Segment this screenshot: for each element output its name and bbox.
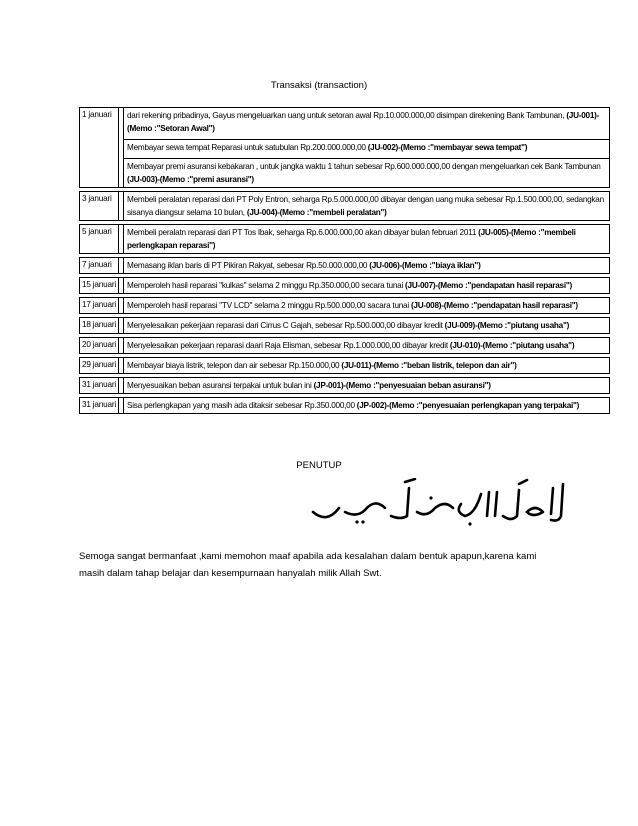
transaction-description [124,358,609,373]
transaction-description [124,278,609,293]
description-text: Sisa perlengkapan yang masih ada ditaksir sebesar Rp.350.000,00 [127,401,357,410]
journal-memo-reference: (JU-008)-(Memo :"pendapatan hasil reparasi") [410,301,578,310]
journal-memo-reference: (JU-007)-(Memo :"pendapatan hasil reparasi") [405,281,572,290]
description-text: Menyelesaikan pekerjaan reparasi dari Cirrus C Gajah, sebesar Rp.500.000,00 dibayar kredit [127,321,445,330]
row-date: 17 januari [80,298,119,313]
table-row [79,224,610,254]
journal-memo-reference: (JP-001)-(Memo :"penyesuaian beban asuransi") [313,381,491,390]
closing-heading: PENUTUP [296,460,342,471]
transaction-description [124,225,609,253]
row-descriptions [124,278,609,293]
transaction-description [124,378,609,393]
description-text: Memperoleh hasil reparasi "TV LCD" selama 2 minggu Rp.500.000,00 sacara tunai [127,301,411,310]
journal-memo-reference: (JU-001)-(Memo :"Setoran Awal") [127,111,600,133]
row-descriptions [124,378,609,393]
table-row [79,357,610,374]
table-row [79,191,610,221]
journal-memo-reference: (JU-009)-(Memo :"piutang usaha") [444,321,570,330]
transaction-description [124,338,609,353]
description-text: Membeli peralatn reparasi dari PT Tos Ibak, seharga Rp.6.000.000,00 akan dibayar bulan februari 2011 [127,228,479,237]
description-text: dari rekening pribadinya, Gayus mengeluarkan uang untuk setoran awal Rp.10.000.000,00 disimpan direkening Bank Tambunan, [127,111,567,120]
row-descriptions [124,358,609,373]
row-descriptions [124,225,609,253]
description-text: Membayar biaya listrik, telepon dan air sebesar Rp.150.000,00 [127,361,342,370]
table-row [79,277,610,294]
row-date: 3 januari [80,192,119,220]
transaction-description [124,192,609,220]
transaction-description [124,398,609,413]
row-descriptions [124,258,609,273]
row-descriptions [124,338,609,353]
transaction-description [124,318,609,333]
table-row [79,297,610,314]
row-date: 18 januari [80,318,119,333]
journal-memo-reference: (JU-010)-(Memo :"piutang usaha") [449,341,575,350]
row-date: 20 januari [80,338,119,353]
row-date: 1 januari [80,108,119,187]
transaction-description [124,158,609,187]
row-descriptions [124,318,609,333]
description-text: Menyesuaikan beban asuransi terpakai untuk bulan ini [127,381,314,390]
description-text: Menyelesaikan pekerjaan reparasi daari Raja Elisman, sebesar Rp.1.000.000,00 dibayar kredit [127,341,450,350]
table-row [79,107,610,188]
table-row [79,397,610,414]
description-text: Membayar premi asuransi kebakaran , untuk jangka waktu 1 tahun sebesar Rp.600.000.000,00 dengan mengeluarkan cek Bank Tambunan [127,162,601,171]
row-descriptions [124,398,609,413]
row-descriptions [124,108,609,187]
table-row [79,337,610,354]
row-descriptions [124,192,609,220]
table-row [79,257,610,274]
row-date: 5 januari [80,225,119,253]
arabic-calligraphy-image [305,478,575,530]
journal-memo-reference: (JU-006)-(Memo :"biaya iklan") [369,261,481,270]
journal-memo-reference: (JU-005)-(Memo :"membeli perlengkapan reparasi") [127,228,576,250]
description-text: Membeli peralatan reparasi dari PT Poly Entron, seharga Rp.5.000.000,00 dibayar dengan uang muka sebesar Rp.1.500.000,00, sedangkan sisanya diangsur selama 10 bulan, [127,195,604,217]
row-descriptions [124,298,609,313]
description-text: Membayar sewa tempat Reparasi untuk satubulan Rp.200.000.000,00 [127,143,368,152]
transaction-table [79,107,610,417]
calligraphy-graphic [305,478,575,530]
description-text: Memperoleh hasil reparasi "kulkas" selama 2 minggu Rp.350.000,00 secara tunai [127,281,406,290]
transaction-description [124,258,609,273]
journal-memo-reference: (JU-003)-(Memo :"premi asuransi") [127,175,254,184]
journal-memo-reference: (JU-004)-(Memo :"membeli peralatan") [246,208,387,217]
page-title: Transaksi (transaction) [270,80,368,91]
transaction-description [124,139,609,155]
table-row [79,377,610,394]
row-date: 31 januari [80,398,119,413]
journal-memo-reference: (JP-002)-(Memo :"penyesuaian perlengkapan yang terpakai") [356,401,580,410]
transaction-description [124,108,609,136]
closing-paragraph: Semoga sangat bermanfaat ,kami memohon maaf apabila ada kesalahan dalam bentuk apapun,karena kami masih dalam tahap belajar dan kesempurnaan hanyalah milik Allah Swt. [79,551,537,579]
description-text: Memasang iklan baris di PT Pikiran Rakyat, sebesar Rp.50.000.000,00 [127,261,370,270]
table-row [79,317,610,334]
journal-memo-reference: (JU-011)-(Memo :"beban listrik, telepon dan air") [341,361,517,370]
row-date: 15 januari [80,278,119,293]
row-date: 29 januari [80,358,119,373]
journal-memo-reference: (JU-002)-(Memo :"membayar sewa tempat") [367,143,528,152]
transaction-description [124,298,609,313]
row-date: 31 januari [80,378,119,393]
row-date: 7 januari [80,258,119,273]
